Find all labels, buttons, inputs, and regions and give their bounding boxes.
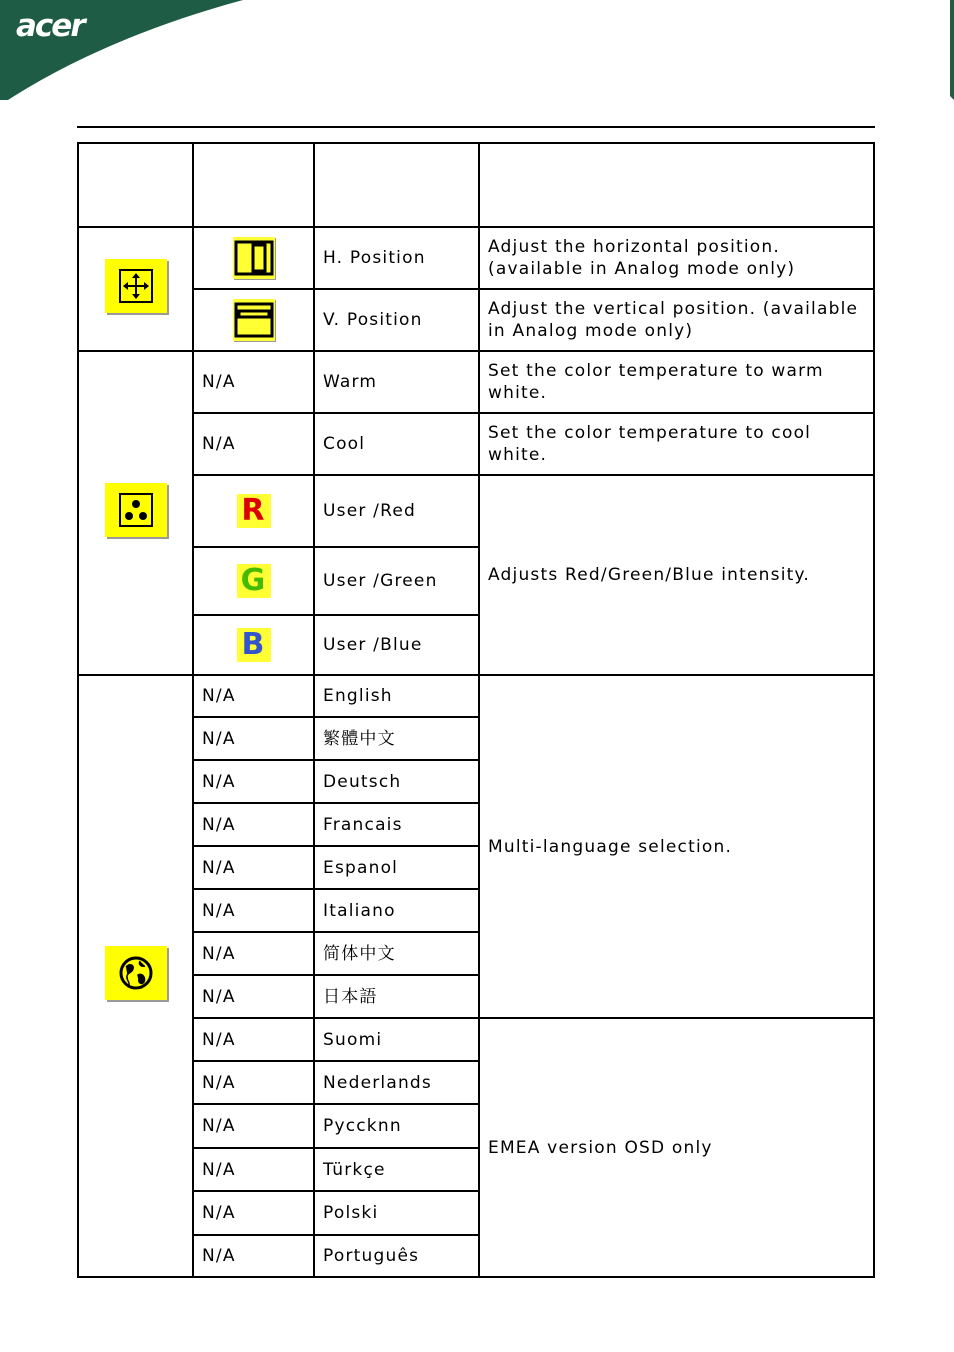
item-value: N/A [193, 1061, 314, 1104]
menu-label: Polski [314, 1191, 479, 1235]
item-value: N/A [193, 413, 314, 475]
position-group-cell [78, 227, 193, 351]
item-value: N/A [193, 1235, 314, 1277]
green-icon-cell [193, 547, 314, 615]
menu-label: Cool [314, 413, 479, 475]
menu-label: 繁體中文 [314, 717, 479, 760]
color-temp-icon [105, 483, 167, 537]
red-icon-cell [193, 475, 314, 547]
menu-label: Suomi [314, 1018, 479, 1061]
menu-label: Pyccknn [314, 1104, 479, 1148]
move-arrows-icon [105, 259, 167, 313]
menu-description: Multi-language selection. [479, 675, 874, 1018]
menu-label: User /Blue [314, 615, 479, 675]
blue-icon-cell [193, 615, 314, 675]
menu-label: User /Red [314, 475, 479, 547]
menu-label: Deutsch [314, 760, 479, 803]
item-value: N/A [193, 889, 314, 932]
menu-label: Francais [314, 803, 479, 846]
header-rule [77, 126, 875, 128]
acer-banner [0, 0, 954, 110]
table-row [78, 351, 874, 413]
item-value: N/A [193, 675, 314, 717]
menu-description: Set the color temperature to cool white. [479, 413, 874, 475]
menu-label: Türkçe [314, 1148, 479, 1191]
menu-label: English [314, 675, 479, 717]
table-header-row [78, 143, 874, 227]
table-row [78, 475, 874, 547]
menu-label: 简体中文 [314, 932, 479, 975]
language-group-cell [78, 675, 193, 1277]
item-value: N/A [193, 846, 314, 889]
color-group-cell [78, 351, 193, 675]
menu-label: H. Position [314, 227, 479, 289]
item-value: N/A [193, 1018, 314, 1061]
menu-label: Italiano [314, 889, 479, 932]
green-g-icon: G [237, 564, 271, 598]
h-position-icon-cell [193, 227, 314, 289]
menu-label: Português [314, 1235, 479, 1277]
menu-description: Set the color temperature to warm white. [479, 351, 874, 413]
header-cell [193, 143, 314, 227]
table-row [78, 289, 874, 351]
item-value: N/A [193, 1104, 314, 1148]
table-row [78, 413, 874, 475]
menu-description: Adjusts Red/Green/Blue intensity. [479, 475, 874, 675]
header-cell [479, 143, 874, 227]
v-position-icon [233, 299, 275, 341]
globe-icon [105, 946, 167, 1000]
header-cell [314, 143, 479, 227]
table-row [78, 227, 874, 289]
menu-label: Nederlands [314, 1061, 479, 1104]
item-value: N/A [193, 1191, 314, 1235]
red-r-icon: R [237, 494, 271, 528]
menu-label: 日本語 [314, 975, 479, 1018]
table-row [78, 1018, 874, 1061]
header-cell [78, 143, 193, 227]
acer-logo: acer [16, 8, 84, 44]
item-value: N/A [193, 760, 314, 803]
table-row [78, 675, 874, 717]
menu-label: Warm [314, 351, 479, 413]
osd-menu-table [77, 142, 875, 1278]
item-value: N/A [193, 351, 314, 413]
menu-label: Espanol [314, 846, 479, 889]
blue-b-icon: B [237, 628, 271, 662]
item-value: N/A [193, 975, 314, 1018]
menu-description: EMEA version OSD only [479, 1018, 874, 1277]
v-position-icon-cell [193, 289, 314, 351]
item-value: N/A [193, 717, 314, 760]
menu-label: V. Position [314, 289, 479, 351]
menu-label: User /Green [314, 547, 479, 615]
item-value: N/A [193, 1148, 314, 1191]
menu-description: Adjust the vertical position. (available in Analog mode only) [479, 289, 874, 351]
h-position-icon [233, 237, 275, 279]
item-value: N/A [193, 932, 314, 975]
item-value: N/A [193, 803, 314, 846]
menu-description: Adjust the horizontal position. (available in Analog mode only) [479, 227, 874, 289]
